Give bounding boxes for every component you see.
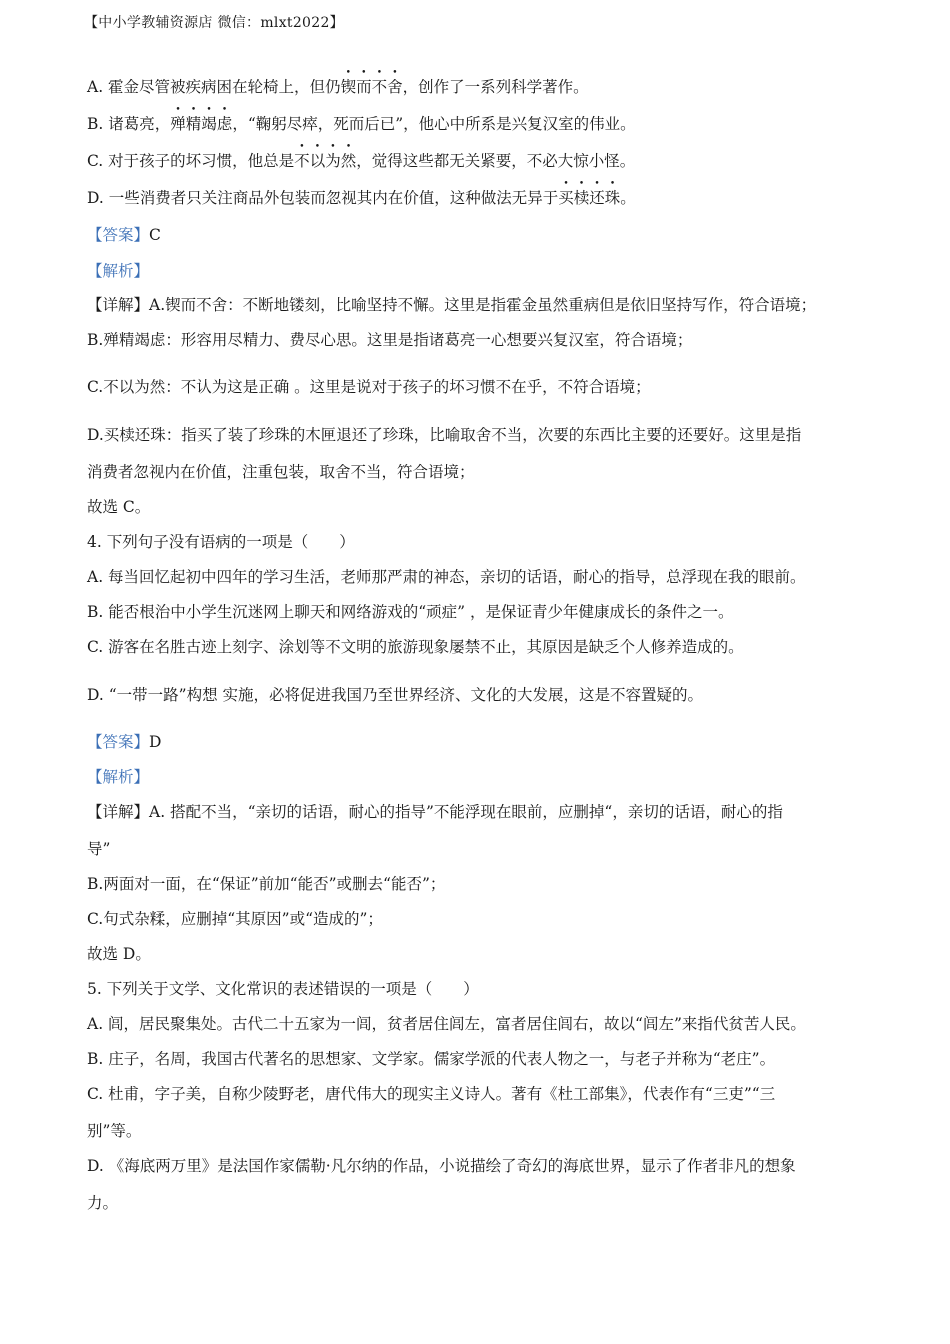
q3-detail-d-1: D.买椟还珠：指买了装了珍珠的木匣退还了珍珠，比喻取舍不当，次要的东西比主要的还要好。这里是指 <box>87 426 802 444</box>
q3-option-d-tail: 。 <box>620 189 636 207</box>
analysis-label: 【解析】 <box>87 262 150 280</box>
q3-conclusion: 故选 C。 <box>87 498 151 516</box>
answer-value: D <box>149 733 162 751</box>
q3-option-a-tail: ，创作了一系列科学著作。 <box>402 78 589 96</box>
q3-analysis <box>87 260 880 282</box>
q4-option-d: D. “一带一路”构想 实施，必将促进我国乃至世界经济、文化的大发展，这是不容置疑的。 <box>87 686 704 704</box>
emphasis-char: 还 <box>589 189 605 207</box>
q3-option-b <box>87 113 880 135</box>
emphasis-char: 不 <box>294 152 310 170</box>
q5-stem: 5. 下列关于文学、文化常识的表述错误的一项是（ ） <box>87 980 479 998</box>
q3-option-a-text: A. 霍金尽管被疾病困在轮椅上，但仍 <box>87 78 341 96</box>
q5-option-c-1: C. 杜甫，字子美，自称少陵野老，唐代伟大的现实主义诗人。著有《杜工部集》，代表作有“三吏”“三 <box>87 1085 776 1103</box>
q3-option-d <box>87 187 880 209</box>
emphasis-char: 椟 <box>573 189 590 207</box>
q3-option-c <box>87 150 880 172</box>
emphasis-char: 然 <box>340 152 357 170</box>
q4-analysis <box>87 766 880 788</box>
q5-option-d-1: D. 《海底两万里》是法国作家儒勒·凡尔纳的作品，小说描绘了奇幻的海底世界，显示了作者非凡的想象 <box>87 1157 796 1175</box>
q4-option-c: C. 游客在名胜古迹上刻字、涂划等不文明的旅游现象屡禁不止，其原因是缺乏个人修养造成的。 <box>87 638 744 656</box>
q4-detail-a-2: 导” <box>87 840 111 858</box>
q3-option-d-text: D. 一些消费者只关注商品外包装而忽视其内在价值，这种做法无异于 <box>87 189 559 207</box>
page-header: 【中小学教辅资源店 微信：mlxt2022】 <box>84 15 344 31</box>
q4-detail-b: B.两面对一面，在“保证”前加“能否”或删去“能否”； <box>87 875 446 893</box>
emphasis-char: 竭 <box>201 115 217 133</box>
q3-detail-a <box>87 294 880 316</box>
detail-label: 【详解】 <box>87 803 150 821</box>
q4-detail-c: C.句式杂糅，应删掉“其原因”或“造成的”； <box>87 910 383 928</box>
answer-label: 【答案】 <box>87 226 150 244</box>
q5-option-c-2: 别”等。 <box>87 1122 142 1140</box>
q3-option-a <box>87 76 880 98</box>
emphasis-char: 精 <box>185 115 202 133</box>
q4-conclusion: 故选 D。 <box>87 945 151 963</box>
q3-option-c-text: C. 对于孩子的坏习惯，他总是 <box>87 152 295 170</box>
emphasis-char: 不 <box>371 78 388 96</box>
q5-option-d-2: 力。 <box>87 1194 119 1212</box>
emphasis-char: 为 <box>325 152 341 170</box>
q3-detail-d-2: 消费者忽视内在价值，注重包装，取舍不当，符合语境； <box>87 463 475 481</box>
emphasis-char: 殚 <box>170 115 186 133</box>
q5-option-a: A. 闾，居民聚集处。古代二十五家为一闾，贫者居住闾左，富者居住闾右，故以“闾左”来指代贫苦人民。 <box>87 1015 806 1033</box>
answer-value: C <box>149 226 161 244</box>
analysis-label: 【解析】 <box>87 768 150 786</box>
q4-option-b: B. 能否根治中小学生沉迷网上聊天和网络游戏的“顽症” ，是保证青少年健康成长的条件之一。 <box>87 603 734 621</box>
q3-detail-b: B.殚精竭虑：形容用尽精力、费尽心思。这里是指诸葛亮一心想要兴复汉室，符合语境； <box>87 331 693 349</box>
emphasis-char: 舍 <box>387 78 403 96</box>
emphasis-char: 买 <box>558 189 574 207</box>
detail-label: 【详解】 <box>87 296 150 314</box>
q3-answer <box>87 224 880 246</box>
q4-stem: 4. 下列句子没有语病的一项是（ ） <box>87 533 355 551</box>
detail-text: A. 搭配不当，“亲切的话语，耐心的指导”不能浮现在眼前，应删掉“，亲切的话语，耐心的指 <box>149 803 783 821</box>
q4-option-a: A. 每当回忆起初中四年的学习生活，老师那严肃的神态，亲切的话语，耐心的指导，总浮现在我的眼前。 <box>87 568 806 586</box>
q3-option-c-tail: ，觉得这些都无关紧要，不必大惊小怪。 <box>356 152 636 170</box>
q3-option-b-tail: ，“鞠躬尽瘁，死而后已”，他心中所系是兴复汉室的伟业。 <box>232 115 636 133</box>
q3-option-b-text: B. 诸葛亮， <box>87 115 171 133</box>
emphasis-char: 以 <box>309 152 326 170</box>
emphasis-char: 而 <box>356 78 372 96</box>
emphasis-char: 珠 <box>604 189 621 207</box>
detail-text: A.锲而不舍：不断地镂刻，比喻坚持不懈。这里是指霍金虽然重病但是依旧坚持写作，符合语境； <box>149 296 817 314</box>
q4-answer <box>87 731 880 753</box>
q3-detail-c: C.不以为然：不认为这是正确 。这里是说对于孩子的坏习惯不在乎，不符合语境； <box>87 378 651 396</box>
emphasis-char: 锲 <box>340 78 357 96</box>
emphasis-char: 虑 <box>216 115 233 133</box>
q4-detail-a-1 <box>87 801 880 823</box>
answer-label: 【答案】 <box>87 733 150 751</box>
q5-option-b: B. 庄子，名周，我国古代著名的思想家、文学家。儒家学派的代表人物之一，与老子并称为“老庄”。 <box>87 1050 776 1068</box>
